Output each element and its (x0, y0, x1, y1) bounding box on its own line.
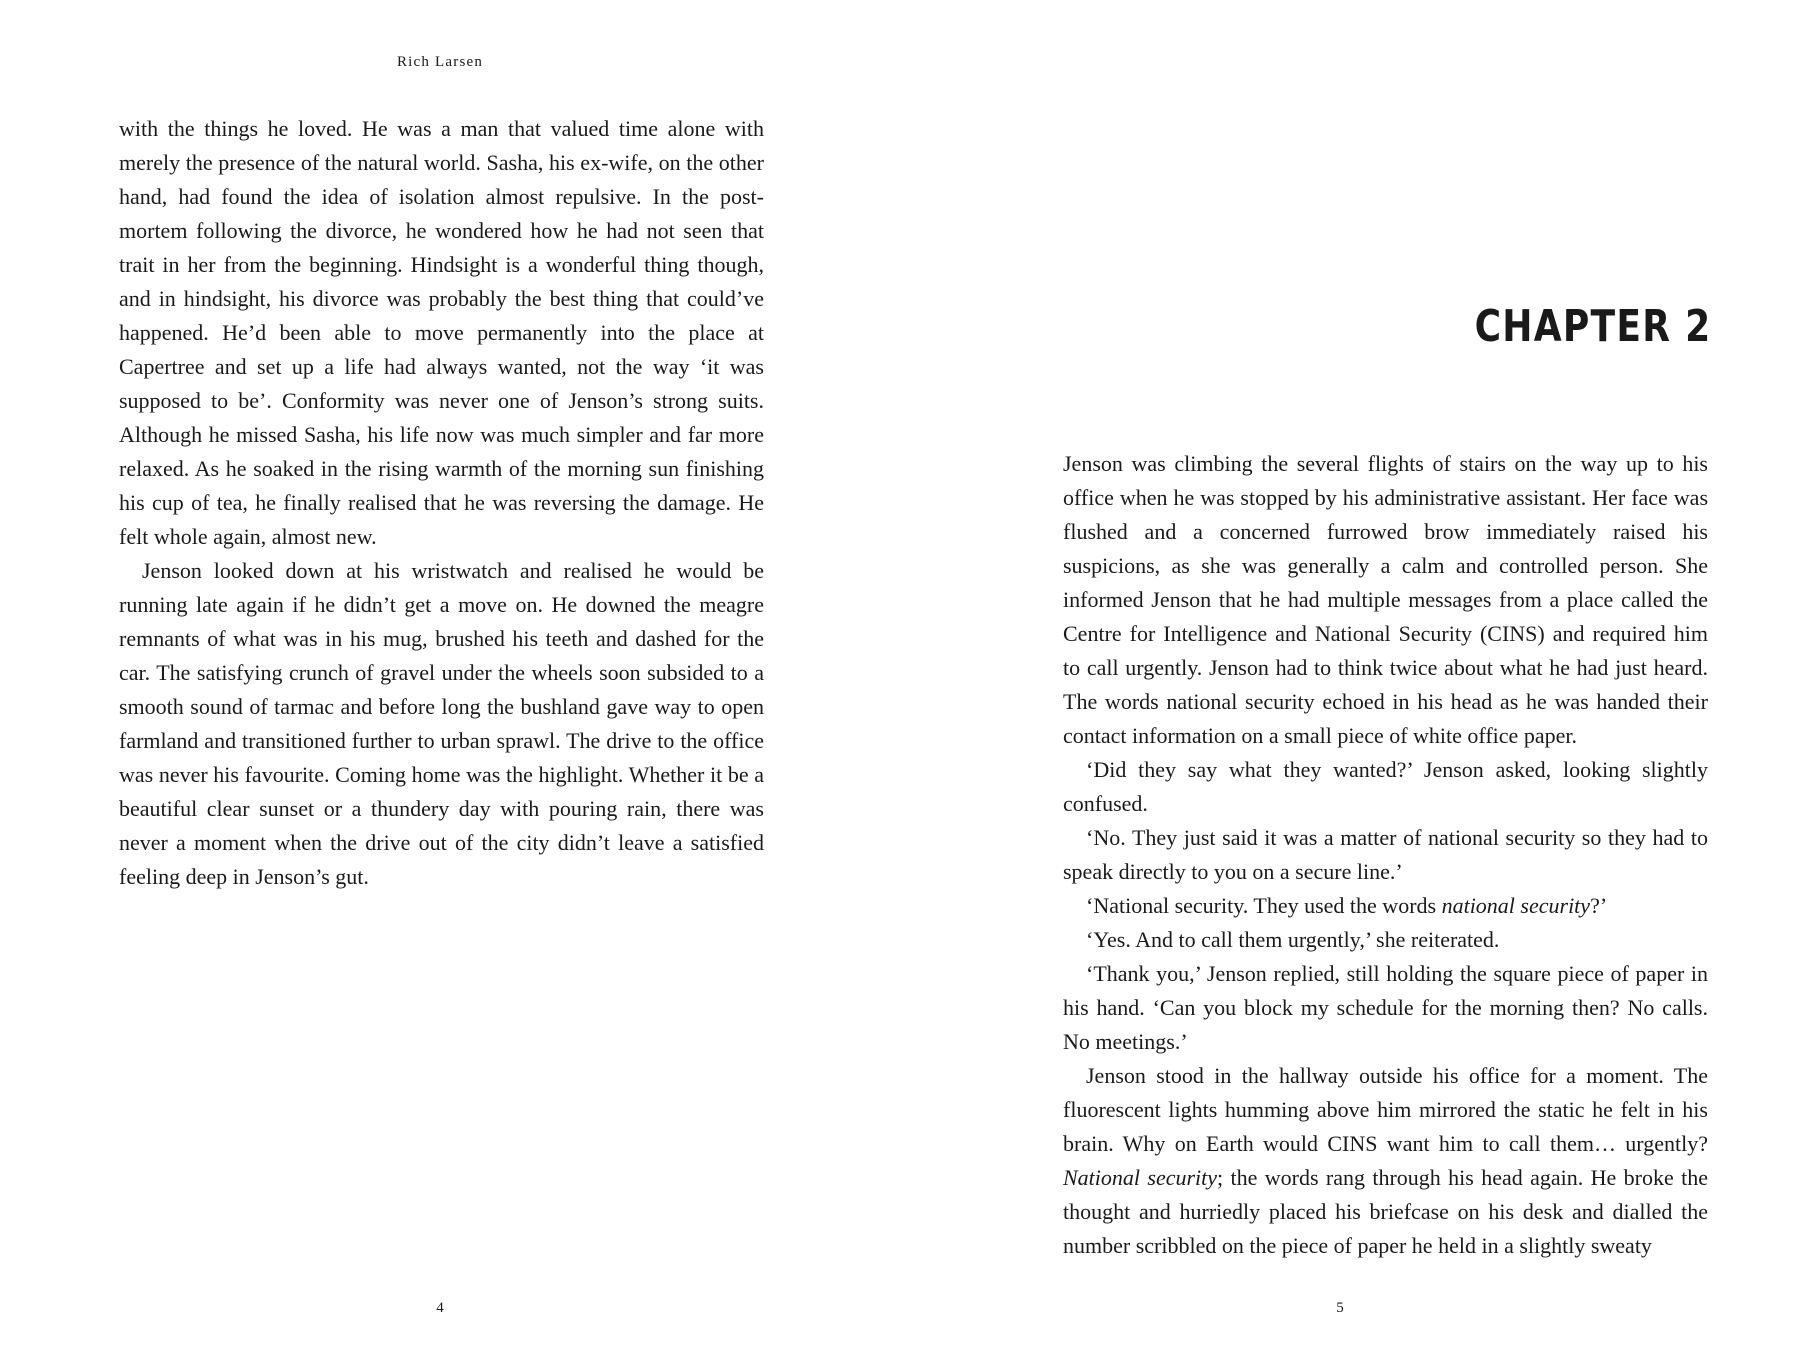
left-page-body (119, 112, 764, 894)
paragraph: Jenson was climbing the several flights of stairs on the way up to his office when he was stopped by his administrative assistant. Her face was flushed and a concerned furrowed brow immediately raised his suspicions, as she was generally a calm and controlled person. She informed Jenson that he had multiple messages from a place called the Centre for Intelligence and National Security (CINS) and required him to call urgently. Jenson had to think twice about what he had just heard. The words national security echoed in his head as he was handed their contact information on a small piece of white office paper. (1063, 451, 1708, 748)
right-page (900, 0, 1800, 1350)
text-run: ?’ (1590, 893, 1608, 918)
dialogue-paragraph: ‘Thank you,’ Jenson replied, still holding the square piece of paper in his hand. ‘Can you block my schedule for the morning then? No calls. No meetings.’ (1063, 961, 1708, 1054)
dialogue-paragraph (1063, 889, 1708, 923)
page-number: 4 (436, 1300, 444, 1316)
dialogue-paragraph: ‘Did they say what they wanted?’ Jenson asked, looking slightly confused. (1063, 757, 1708, 816)
italic-phrase: National security (1063, 1165, 1218, 1190)
text-run: Jenson stood in the hallway outside his office for a moment. The fluorescent lights humming above him mirrored the static he felt in his brain. Why on Earth would CINS want him to call them… urgently? (1063, 1063, 1708, 1156)
paragraph: Jenson looked down at his wristwatch and realised he would be running late again if he didn’t get a move on. He downed the meagre remnants of what was in his mug, brushed his teeth and dashed for the car. The satisfying crunch of gravel under the wheels soon subsided to a smooth sound of tarmac and before long the bushland gave way to open farmland and transitioned further to urban sprawl. The drive to the office was never his favourite. Coming home was the highlight. Whether it be a beautiful clear sunset or a thundery day with pouring rain, there was never a moment when the drive out of the city didn’t leave a satisfied feeling deep in Jenson’s gut. (119, 558, 764, 889)
text-run: ; the words rang through his head again. He broke the thought and hurriedly placed his briefcase on his desk and dialled the number scribbled on the piece of paper he held in a slightly sweaty (1063, 1165, 1708, 1258)
italic-phrase: national security (1441, 893, 1591, 918)
dialogue-paragraph: ‘Yes. And to call them urgently,’ she reiterated. (1086, 927, 1500, 952)
running-head-author: Rich Larsen (396, 54, 484, 70)
right-page-body (1063, 447, 1708, 1263)
page-number: 5 (1336, 1300, 1344, 1316)
text-run: ‘National security. They used the words (1086, 893, 1442, 918)
dialogue-paragraph: ‘No. They just said it was a matter of national security so they had to speak directly to you on a secure line.’ (1063, 825, 1708, 884)
chapter-title: CHAPTER 2 (1474, 301, 1712, 352)
paragraph (1063, 1059, 1708, 1263)
paragraph: with the things he loved. He was a man that valued time alone with merely the presence of the natural world. Sasha, his ex-wife, on the other hand, had found the idea of isolation almost repulsive. In the post-mortem following the divorce, he wondered how he had not seen that trait in her from the beginning. Hindsight is a wonderful thing though, and in hindsight, his divorce was probably the best thing that could’ve happened. He’d been able to move permanently into the place at Capertree and set up a life had always wanted, not the way ‘it was supposed to be’. Conformity was never one of Jenson’s strong suits. Although he missed Sasha, his life now was much simpler and far more relaxed. As he soaked in the rising warmth of the morning sun finishing his cup of tea, he finally realised that he was reversing the damage. He felt whole again, almost new. (119, 116, 764, 549)
